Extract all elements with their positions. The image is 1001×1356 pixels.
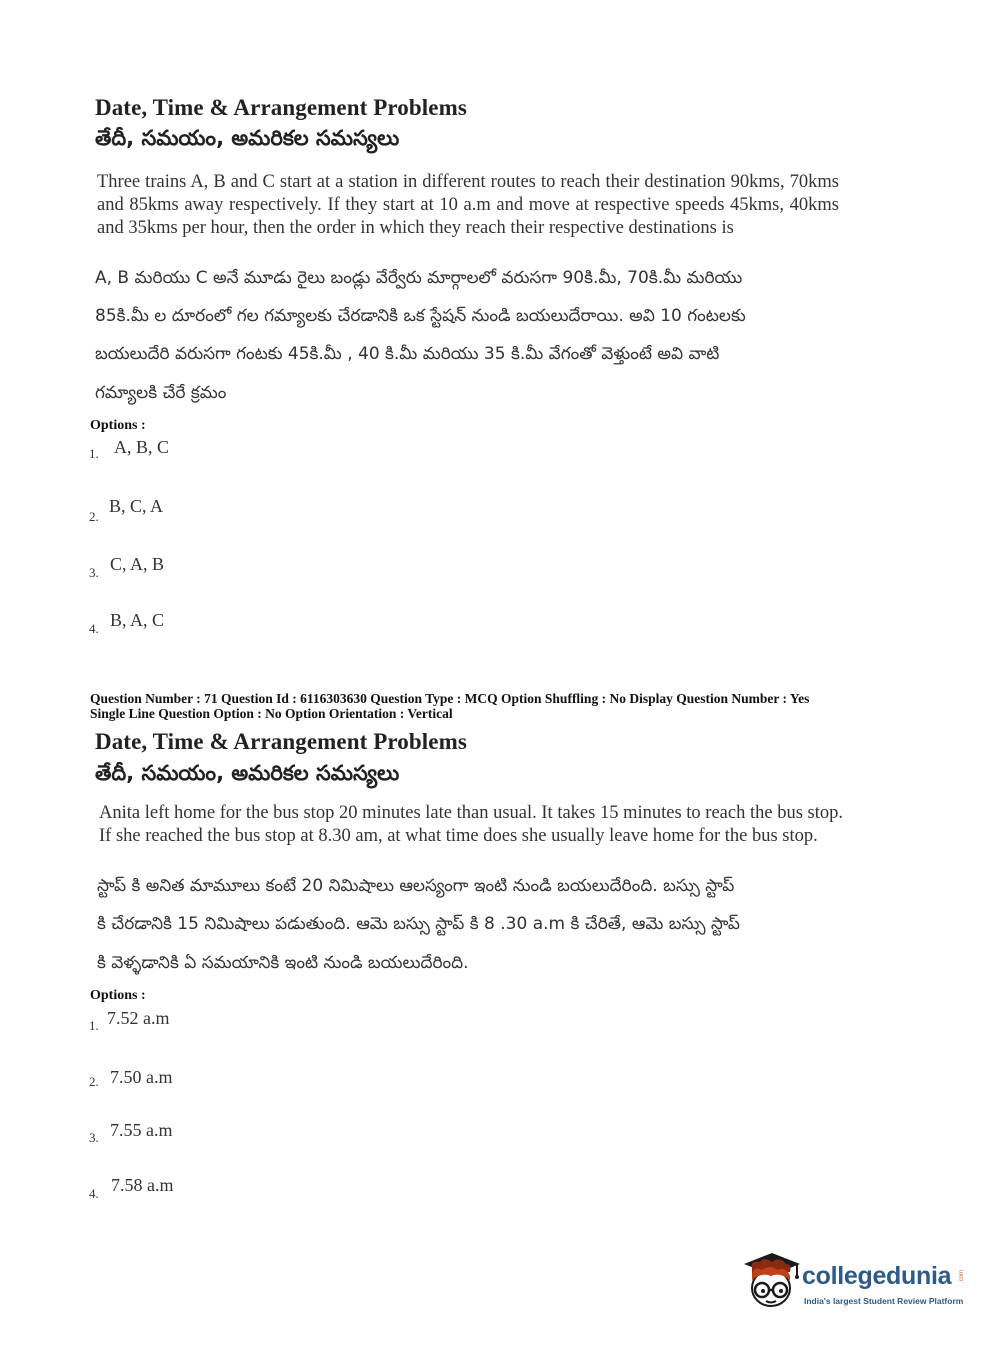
question-text-telugu-line: గమ్యాలకి చేరే క్రమం xyxy=(95,383,227,403)
option-text: A, B, C xyxy=(114,437,170,457)
logo-tagline: India's largest Student Review Platform xyxy=(804,1296,964,1306)
question-text-telugu-line: స్టాప్ కి అనిత మామూలు కంటే 20 నిమిషాలు ఆలస్యంగా ఇంటి నుండి బయలుదేరింది. బస్సు స్టాప్ xyxy=(97,876,735,896)
options-label: Options : xyxy=(90,988,146,1003)
mascot-icon xyxy=(740,1248,802,1310)
question-text-english: Three trains A, B and C start at a station in different routes to reach their destination 90kms, 70kms and 85kms away respectively. If they start at 10 a.m and move at respective speeds 45kms, 40kms and 35kms per hour, then the order in which they reach their respective destinations is xyxy=(97,172,839,238)
question-meta-line: Question Number : 71 Question Id : 6116303630 Question Type : MCQ Option Shuffling : No Display Question Number : Yes xyxy=(90,691,810,706)
question-text-telugu-line: కి చేరడానికి 15 నిమిషాలు పడుతుంది. ఆమె బస్సు స్టాప్ కి 8 .30 a.m కి చేరితే, ఆమె బస్సు స్టాప్ xyxy=(97,914,740,934)
option-text: 7.58 a.m xyxy=(111,1175,174,1195)
option-text: 7.50 a.m xyxy=(110,1067,173,1087)
question-text-telugu-line: 85కి.మీ ల దూరంలో గల గమ్యాలకు చేరడానికి ఒక స్టేషన్ నుండి బయలుదేరాయి. అవి 10 గంటలకు xyxy=(95,306,746,326)
logo-domain-suffix: .com xyxy=(959,1270,965,1284)
option-item[interactable] xyxy=(89,496,289,526)
option-text: 7.55 a.m xyxy=(110,1120,173,1140)
section-title: Date, Time & Arrangement Problems xyxy=(95,729,467,754)
option-item[interactable] xyxy=(89,1008,289,1038)
option-number: 3. xyxy=(89,565,99,580)
option-item[interactable] xyxy=(89,610,289,640)
section-title-telugu: తేదీ, సమయం, అమరికల సమస్యలు xyxy=(95,761,400,785)
option-number: 2. xyxy=(89,1074,99,1089)
option-item[interactable] xyxy=(89,1175,289,1205)
option-number: 4. xyxy=(89,621,99,636)
option-number: 1. xyxy=(89,1018,99,1033)
section-title: Date, Time & Arrangement Problems xyxy=(95,95,467,120)
option-number: 2. xyxy=(89,509,99,524)
option-item[interactable] xyxy=(89,554,289,584)
option-text: B, A, C xyxy=(110,610,165,630)
option-text: C, A, B xyxy=(110,554,165,574)
option-text: 7.52 a.m xyxy=(107,1008,170,1028)
collegedunia-logo xyxy=(740,1248,970,1314)
question-text-telugu-line: A, B మరియు C అనే మూడు రైలు బండ్లు వేర్వేరు మార్గాలలో వరుసగా 90కి.మీ, 70కి.మీ మరియు xyxy=(95,268,743,288)
question-text-telugu-line: కి వెళ్ళడానికి ఏ సమయానికి ఇంటి నుండి బయలుదేరింది. xyxy=(97,953,469,973)
logo-wordmark: collegedunia xyxy=(802,1262,952,1290)
question-meta-line: Single Line Question Option : No Option Orientation : Vertical xyxy=(90,706,453,721)
question-text-telugu-line: బయలుదేరి వరుసగా గంటకు 45కి.మీ , 40 కి.మీ మరియు 35 కి.మీ వేగంతో వెళ్తుంటే అవి వాటి xyxy=(95,344,720,364)
option-item[interactable] xyxy=(89,1120,289,1150)
question-text-english: Anita left home for the bus stop 20 minutes late than usual. It takes 15 minutes to reach the bus stop. If she reached the bus stop at 8.30 am, at what time does she usually leave home for the bus stop. xyxy=(99,803,843,846)
option-number: 1. xyxy=(89,446,99,461)
option-text: B, C, A xyxy=(109,496,164,516)
option-number: 3. xyxy=(89,1130,99,1145)
option-item[interactable] xyxy=(89,1067,289,1097)
option-number: 4. xyxy=(89,1186,99,1201)
options-label: Options : xyxy=(90,418,146,433)
section-title-telugu: తేదీ, సమయం, అమరికల సమస్యలు xyxy=(95,126,400,150)
option-item[interactable] xyxy=(89,437,289,467)
